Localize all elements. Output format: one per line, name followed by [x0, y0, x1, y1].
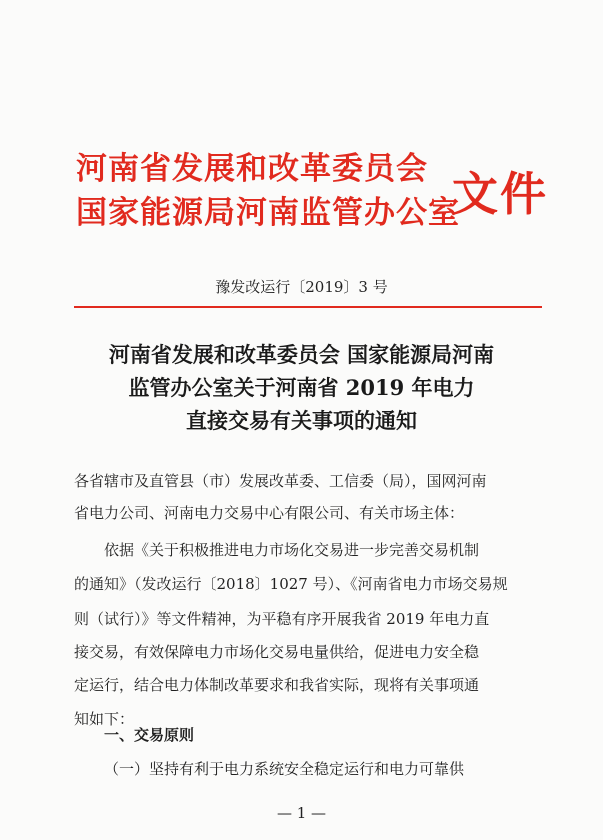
body-paragraph-line-4: 接交易，有效保障电力市场化交易电量供给，促进电力安全稳: [74, 643, 480, 661]
title-line-2: 监管办公室关于河南省 2019 年电力: [128, 375, 475, 400]
body-paragraph-line-5: 定运行，结合电力体制改革要求和我省实际，现将有关事项通: [74, 676, 480, 694]
body-paragraph-line-1: 依据《关于积极推进电力市场化交易进一步完善交易机制: [104, 541, 480, 559]
body-paragraph-line-3: 则（试行）》等文件精神，为平稳有序开展我省 2019 年电力直: [74, 610, 490, 628]
document-number: 豫发改运行〔2019〕3 号: [215, 278, 388, 296]
subsection-line: （一）坚持有利于电力系统安全稳定运行和电力可靠供: [104, 760, 465, 778]
red-divider-line: [74, 306, 542, 308]
title-line-3: 直接交易有关事项的通知: [186, 408, 417, 433]
page-number: — 1 —: [276, 804, 327, 822]
document-title: [60, 338, 543, 437]
addressee-line-2: 省电力公司、河南电力交易中心有限公司、有关市场主体：: [74, 504, 465, 522]
addressee-line-1: 各省辖市及直管县（市）发展改革委、工信委（局），国网河南: [74, 472, 487, 490]
issuer-name-1: 河南省发展和改革委员会: [76, 151, 428, 187]
document-type-word: 文件: [452, 167, 548, 221]
body-paragraph-line-2: 的通知》（发改运行〔2018〕1027 号）、《河南省电力市场交易规: [74, 575, 508, 593]
title-line-1: 河南省发展和改革委员会 国家能源局河南: [108, 342, 495, 367]
issuer-name-2: 国家能源局河南监管办公室: [76, 195, 460, 231]
section-heading: 一、交易原则: [104, 726, 195, 744]
issuer-block: [76, 152, 460, 230]
body-paragraph-line-6: 知如下：: [74, 710, 135, 728]
